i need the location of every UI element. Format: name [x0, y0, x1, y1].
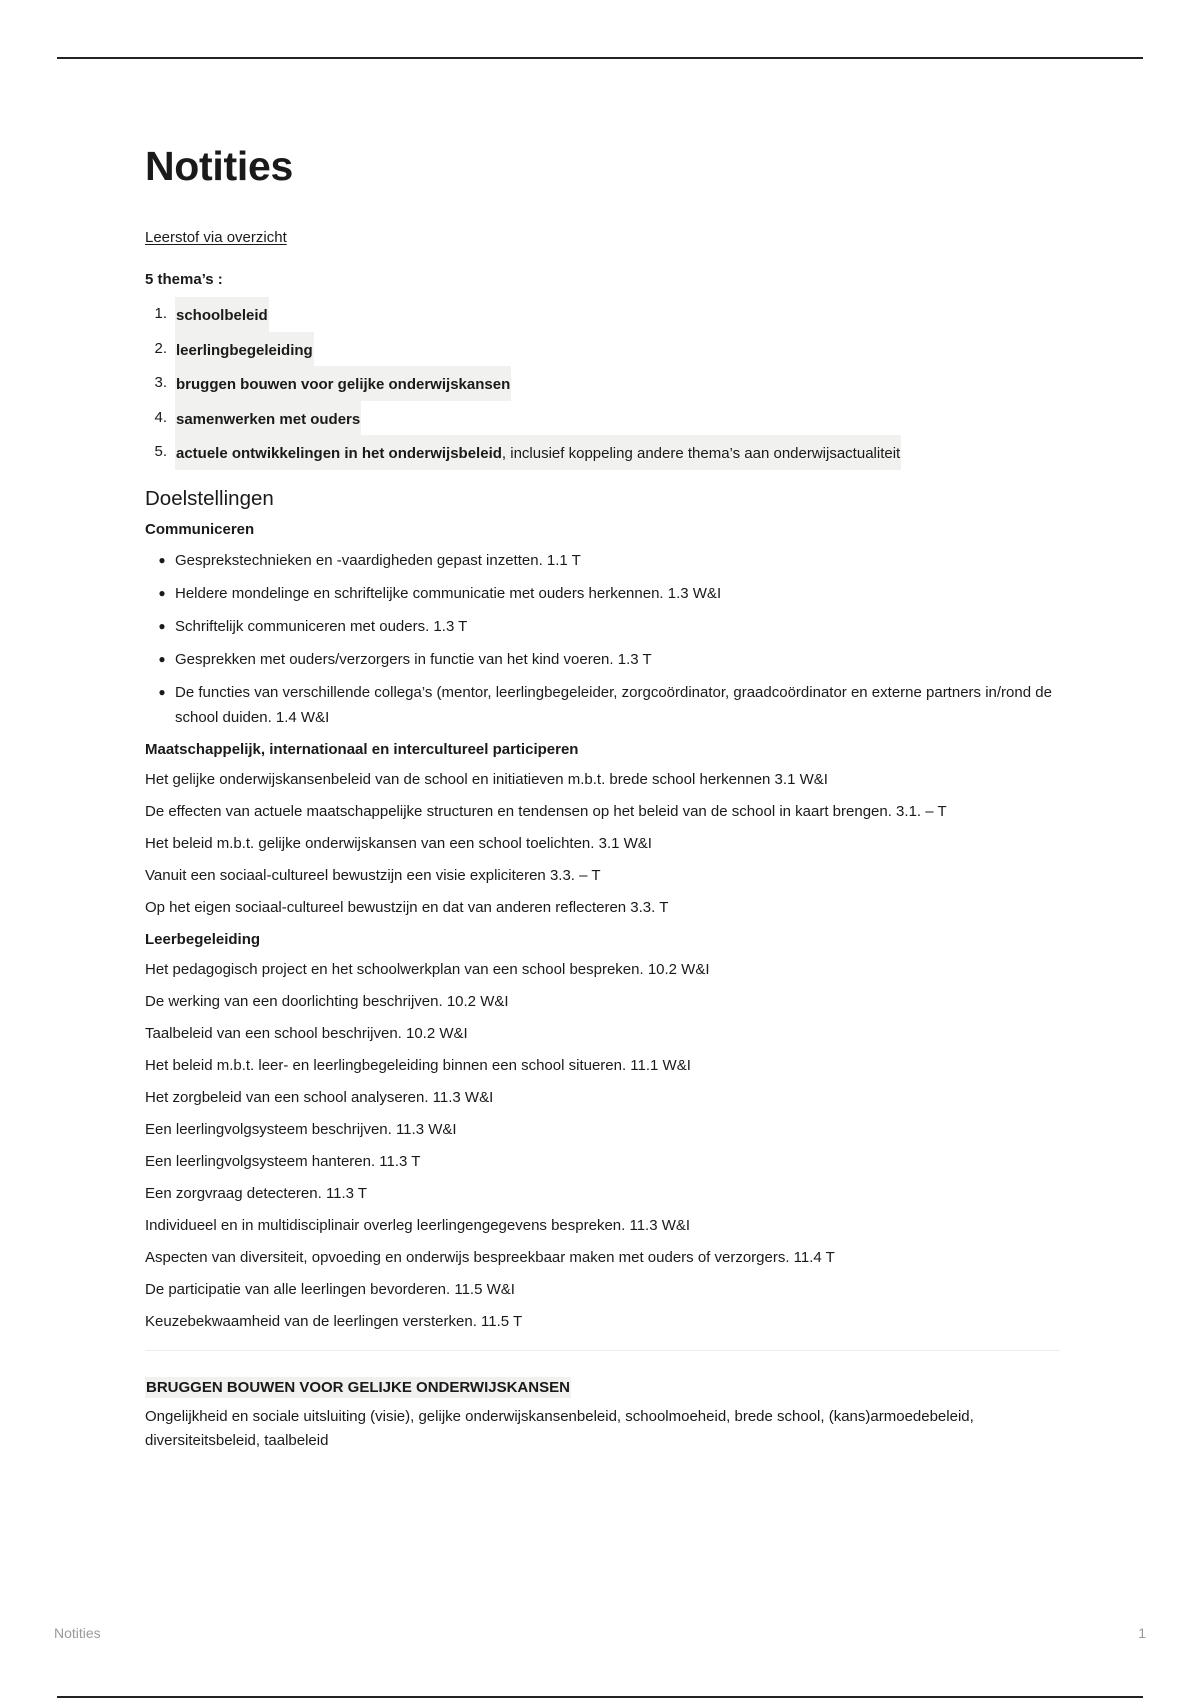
theme-item	[145, 435, 1060, 470]
theme-item	[145, 332, 1060, 367]
doelstellingen-heading: Doelstellingen	[145, 486, 274, 510]
section-divider	[145, 1350, 1060, 1351]
theme-title: schoolbeleid	[176, 307, 268, 324]
paragraph: Het beleid m.b.t. leer- en leerlingbegeleiding binnen een school situeren. 11.1 W&I	[145, 1056, 691, 1074]
list-item	[145, 577, 1060, 610]
theme-item	[145, 401, 1060, 436]
list-item-text: De functies van verschillende collega’s (mentor, leerlingbegeleider, zorgcoördinator, graadcoördinator en externe partners in/rond de school duiden. 1.4 W&I	[175, 683, 1052, 726]
list-item	[145, 643, 1060, 676]
paragraph: Het pedagogisch project en het schoolwerkplan van een school bespreken. 10.2 W&I	[145, 960, 710, 978]
bruggen-text: Ongelijkheid en sociale uitsluiting (visie), gelijke onderwijskansenbeleid, schoolmoeheid, brede school, (kans)armoedebeleid, diversiteitsbeleid, taalbeleid	[145, 1407, 974, 1449]
theme-highlight	[175, 435, 901, 470]
theme-number: 1.	[154, 305, 167, 322]
bruggen-heading-highlight: BRUGGEN BOUWEN VOOR GELIJKE ONDERWIJSKANSEN	[146, 1378, 570, 1396]
theme-description: , inclusief koppeling andere thema’s aan onderwijsactualiteit	[501, 445, 901, 462]
bullet-icon: ●	[158, 552, 166, 567]
bullet-icon: ●	[158, 651, 166, 666]
paragraph: De werking van een doorlichting beschrijven. 10.2 W&I	[145, 992, 509, 1010]
list-item-text: Gesprekstechnieken en -vaardigheden gepast inzetten. 1.1 T	[175, 551, 581, 569]
paragraph: Het zorgbeleid van een school analyseren. 11.3 W&I	[145, 1088, 494, 1106]
theme-item	[145, 366, 1060, 401]
bullet-icon: ●	[158, 585, 166, 600]
paragraph: Taalbeleid van een school beschrijven. 10.2 W&I	[145, 1024, 468, 1042]
paragraph: Het gelijke onderwijskansenbeleid van de school en initiatieven m.b.t. brede school herkennen 3.1 W&I	[145, 770, 828, 788]
theme-number: 3.	[154, 374, 167, 391]
paragraph: Een leerlingvolgsysteem beschrijven. 11.3 W&I	[145, 1120, 457, 1138]
footer-page-number: 1	[1138, 1625, 1146, 1641]
theme-title: samenwerken met ouders	[176, 410, 361, 428]
list-item	[145, 676, 1060, 734]
paragraph: Een zorgvraag detecteren. 11.3 T	[145, 1184, 368, 1202]
theme-highlight	[175, 366, 511, 401]
themes-label: 5 thema’s :	[145, 271, 223, 288]
top-rule	[57, 57, 1143, 59]
list-item	[145, 610, 1060, 643]
list-item-text: Gesprekken met ouders/verzorgers in functie van het kind voeren. 1.3 T	[175, 650, 652, 668]
theme-number: 5.	[154, 443, 167, 460]
theme-highlight	[175, 401, 361, 436]
communiceren-list	[145, 544, 1060, 734]
paragraph: Een leerlingvolgsysteem hanteren. 11.3 T	[145, 1152, 421, 1170]
theme-number: 2.	[154, 339, 167, 357]
leerbegeleiding-heading: Leerbegeleiding	[145, 930, 261, 948]
paragraph: Op het eigen sociaal-cultureel bewustzijn en dat van anderen reflecteren 3.3. T	[145, 898, 669, 916]
maatschappelijk-heading: Maatschappelijk, internationaal en intercultureel participeren	[145, 740, 579, 758]
theme-title: bruggen bouwen voor gelijke onderwijskansen	[176, 376, 511, 393]
list-item	[145, 544, 1060, 577]
bullet-icon: ●	[158, 618, 166, 633]
paragraph: Het beleid m.b.t. gelijke onderwijskansen van een school toelichten. 3.1 W&I	[145, 834, 652, 852]
footer-title: Notities	[54, 1625, 101, 1641]
themes-list	[145, 297, 1060, 470]
paragraph: Aspecten van diversiteit, opvoeding en onderwijs bespreekbaar maken met ouders of verzorgers. 11.4 T	[145, 1248, 835, 1266]
theme-number: 4.	[154, 408, 167, 426]
paragraph: De effecten van actuele maatschappelijke structuren en tendensen op het beleid van de school in kaart brengen. 3.1. – T	[145, 802, 947, 820]
theme-item	[145, 297, 1060, 332]
theme-title: actuele ontwikkelingen in het onderwijsbeleid	[176, 445, 502, 462]
theme-title: leerlingbegeleiding	[176, 341, 313, 359]
bullet-icon: ●	[158, 684, 166, 699]
communiceren-heading: Communiceren	[145, 520, 255, 538]
list-item-text: Heldere mondelinge en schriftelijke communicatie met ouders herkennen. 1.3 W&I	[175, 584, 722, 602]
document-body	[145, 140, 1060, 1457]
paragraph: Keuzebekwaamheid van de leerlingen versterken. 11.5 T	[145, 1312, 523, 1330]
page-title: Notities	[145, 143, 293, 189]
paragraph: Vanuit een sociaal-cultureel bewustzijn een visie expliciteren 3.3. – T	[145, 866, 601, 884]
overview-link[interactable]: Leerstof via overzicht	[145, 229, 287, 246]
theme-highlight	[175, 297, 269, 332]
bruggen-heading	[145, 1375, 1060, 1401]
paragraph: Individueel en in multidisciplinair overleg leerlingengegevens bespreken. 11.3 W&I	[145, 1216, 691, 1234]
theme-highlight	[175, 332, 314, 367]
paragraph: De participatie van alle leerlingen bevorderen. 11.5 W&I	[145, 1280, 515, 1298]
bottom-rule	[57, 1696, 1143, 1698]
list-item-text: Schriftelijk communiceren met ouders. 1.3 T	[175, 617, 468, 635]
